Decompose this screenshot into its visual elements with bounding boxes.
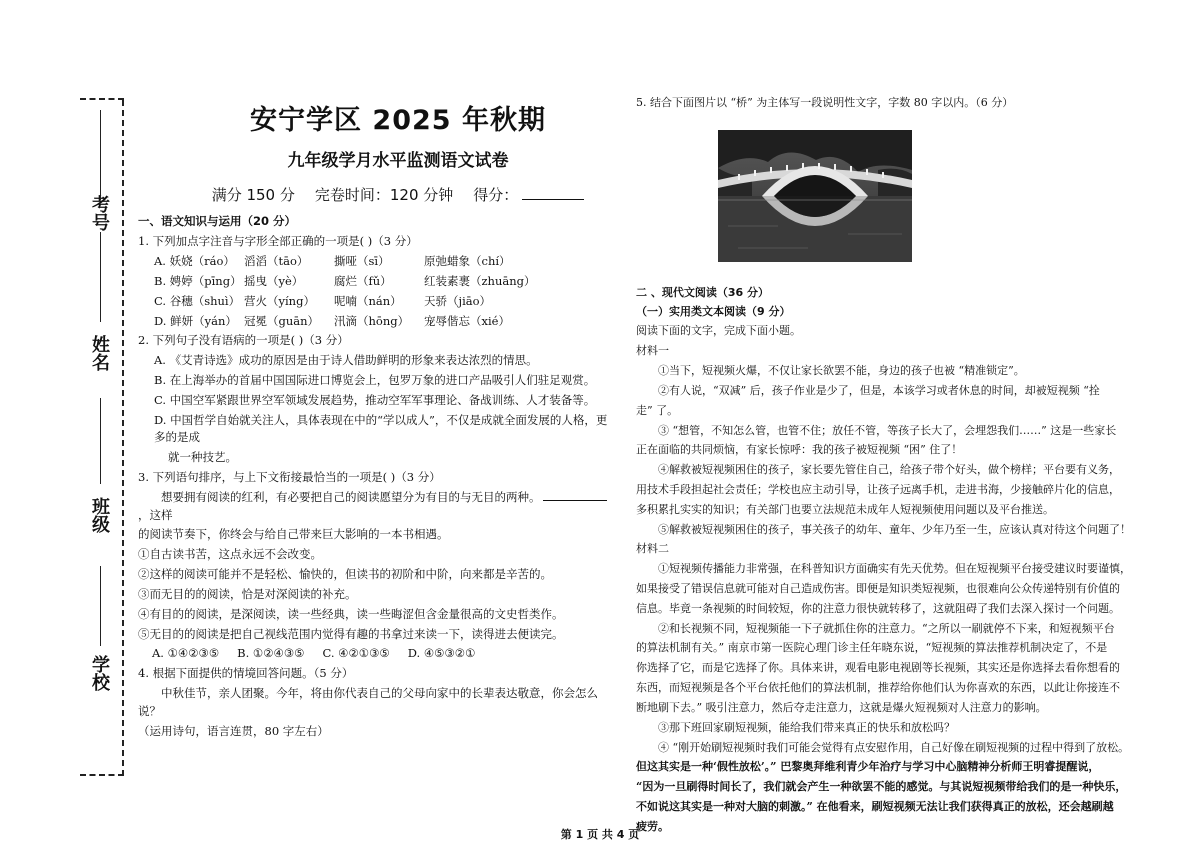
q1-b-1: B. 娉婷（pīng） [154,273,242,288]
q3-item-4: ④有目的的阅读，是深阅读，读一些经典，读一些晦涩但含金量很高的文史哲类作。 [138,606,564,621]
q2-option-b: B. 在上海举办的首届中国国际进口博览会上，包罗万象的进口产品吸引人们驻足观赏。 [154,372,596,387]
m2-p2d: 东西，而短视频是各个平台依托他们的算法机制，推荐给你他们认为你喜欢的东西，以此让你接连不 [636,681,1120,695]
q2-option-d: D. 中国哲学自始就关注人，具体表现在中的“学以成人”，不仅是成就全面发展的人格，更多的是成 [154,412,608,445]
q4-note: （运用诗句，语言连贯，80 字左右） [138,723,329,738]
q1-a-4: 原弛蜡象（chí） [424,254,511,269]
q3-choice-b: B. ①②④③⑤ [237,646,305,661]
q1-a-3: 撕哑（sī） [334,254,390,269]
m2-p4b: 但这其实是一种‘假性放松’。” 巴黎奥拜维利青少年治疗与学习中心脑精神分析师王明睿提醒说， [636,760,1100,774]
q4-body: 中秋佳节，亲人团聚。今年，将由你代表自己的父母向家中的长辈表达敬意，你会怎么说？ [138,685,598,718]
q2-option-a: A. 《艾青诗选》成功的原因是由于诗人借助鲜明的形象来表达浓烈的情思。 [154,353,538,368]
q1-stem: 1. 下列加点字注音与字形全部正确的一项是( )（3 分） [138,234,418,249]
m2-p2e: 断地刷下去。” 吸引注意力，然后夺走注意力，这就是爆火短视频对人注意力的影响。 [636,700,1047,714]
name-field [72,328,112,388]
exam-no-blank[interactable] [100,110,101,200]
exam-time: 完卷时间：120 分钟 [314,186,454,205]
q1-d-2: 冠冕（guān） [244,313,320,328]
m2-p1a: ①短视频传播能力非常强，在科普知识方面确实有先天优势。但在短视频平台接受建议时要谨慎， [658,562,1131,576]
m2-p2a: ②和长视频不同，短视频能一下子就抓住你的注意力。“之所以一刷就停不下来，和短视频平台 [658,621,1115,635]
m2-p1b: 如果接受了错误信息就可能对自己造成伤害。即便是知识类短视频，也很难向公众传递特别有价值的 [636,582,1120,595]
m2-p2b: 的算法机制有关。” 南京市第一医院心理门诊主任年晓东说，“短视频的算法推荐机制决定了，不是 [636,641,1108,655]
m2-p3: ③那下班回家刷短视频，能给我们带来真正的快乐和放松吗？ [658,720,955,734]
binding-bottom-line [80,774,124,776]
q3-choice-d: D. ④⑤③②① [407,646,476,661]
exam-subtitle: 九年级学月水平监测语文试卷 [287,150,509,171]
q2-stem: 2. 下列句子没有语病的一项是( )（3 分） [138,333,349,348]
q3-blank[interactable] [543,500,607,501]
q4-stem: 4. 根据下面提供的情境回答问题。（5 分） [138,666,354,681]
q1-option-c [138,293,618,311]
q1-b-3: 腐烂（fǔ） [334,273,392,288]
q1-b-2: 摇曳（yè） [244,273,304,288]
score-field [473,184,584,207]
m2-p1c: 信息。毕竟一条视频的时间较短，你的注意力很快就转移了，这就阻碍了我们去深入探讨一个问题。 [636,601,1120,615]
section2-sub-heading: （一）实用类文本阅读（9 分） [636,304,791,318]
q1-option-b [138,273,618,291]
q1-option-a [138,253,618,271]
q3-lead [138,489,618,525]
m2-p4a: ④ “刚开始刷短视频时我们可能会觉得有点安慰作用，自己好像在刷短视频的过程中得到了放松。 [658,740,1130,754]
q1-d-3: 汛滴（hōng） [334,313,410,328]
school-blank[interactable] [100,566,101,646]
m1-p4a: ④解救被短视频困住的孩子，家长要先管住自己，给孩子带个好头，做个榜样；平台要有义务， [658,463,1120,477]
m1-p3b: 正在面临的共同烦恼，有家长惊呼：我的孩子被短视频 “困” 住了！ [636,443,963,457]
section2-heading: 二 、现代文阅读（36 分） [636,285,769,299]
q3-lead-a: 想要拥有阅读的红利，有必要把自己的阅读愿望分为有目的与无目的两种。 [161,489,541,504]
q1-a-2: 滔滔（tāo） [244,254,309,269]
q1-option-d [138,313,618,331]
q3-choice-c: C. ④②①③⑤ [322,646,390,661]
q1-c-4: 天骄（jiāo） [424,293,492,308]
exam-title: 安宁学区 2025 年秋期 [250,105,546,136]
m1-p2b: 走” 了。 [636,403,679,417]
page-number: 第 1 页 共 4 页 [560,828,640,841]
class-blank[interactable] [100,398,101,484]
section1-heading: 一、语文知识与运用（20 分） [138,214,297,229]
q3-choice-a: A. ①④②③⑤ [152,646,220,661]
binding-dashed-line [122,100,124,776]
q3-stem: 3. 下列语句排序，与上下文衔接最恰当的一项是( )（3 分） [138,470,441,484]
exam-no-field [72,188,112,278]
bridge-illustration [718,130,912,262]
m1-p5: ⑤解救被短视频困住的孩子，事关孩子的幼年、童年、少年乃至一生，应该认真对待这个问题了！ [658,522,1131,536]
binding-top-line [80,98,124,100]
score-label: 得分： [473,186,519,205]
q3-item-1: ①自古读书苦，这点永远不会改变。 [138,547,322,562]
class-field [72,490,112,550]
m2-p4e: 疲劳。 [636,819,669,833]
m2-p2c: 你选择了它，而是它选择了你。具体来讲，观看电影电视剧等长视频，其实还是你选择去看你想看的 [636,661,1120,675]
class-label: 班级 [89,497,110,533]
m1-p4b: 用技术手段担起社会责任；学校也应主动引导，让孩子远离手机，走进书海，少接触碎片化的信息， [636,482,1120,496]
q2-option-d-cont: 就一种技艺。 [168,450,237,465]
q3-choices [138,645,618,663]
q1-c-1: C. 谷穗（shuì） [154,293,241,308]
name-blank[interactable] [100,232,101,322]
right-column [636,92,1184,838]
m2-p4c: “因为一旦刷得时间长了，我们就会产生一种欲罢不能的感觉。与其说短视频带给我们的是一种快乐， [636,780,1127,794]
full-score: 满分 150 分 [211,186,295,205]
material2-label: 材料二 [636,542,669,556]
left-column [138,100,618,742]
school-label: 学校 [89,655,110,691]
q1-c-2: 营火（yíng） [244,293,315,308]
section2-intro: 阅读下面的文字，完成下面小题。 [636,324,801,338]
bridge-photo [718,130,912,262]
q3-lead-c: 的阅读节奏下，你终会与给自己带来巨大影响的一本书相遇。 [138,527,449,542]
material1-label: 材料一 [636,344,669,358]
m1-p4c: 多积累扎实实的知识；有关部门也要立法规范未成年人短视频使用问题以及平台推送。 [636,502,1054,516]
m2-p4d: 不如说这其实是一种对大脑的刺激。” 在他看来，刷短视频无法让我们获得真正的放松，还会越刷越 [636,799,1114,813]
q3-item-3: ③而无目的的阅读，恰是对深阅读的补充。 [138,586,357,601]
q3-item-2: ②这样的阅读可能并不是轻松、愉快的，但读书的初阶和中阶，向来都是辛苦的。 [138,567,552,582]
m1-p2a: ②有人说，“双减” 后，孩子作业是少了，但是，本该学习或者休息的时间，却被短视频 “拴 [658,383,1100,397]
m1-p1: ①当下，短视频火爆，不仅让家长欲罢不能，身边的孩子也被 “精准锁定”。 [658,364,1025,378]
q3-item-5: ⑤无目的的阅读是把自己视线范围内觉得有趣的书拿过来读一下，读得进去便读完。 [138,626,564,641]
q5-stem: 5. 结合下面图片以 “桥” 为主体写一段说明性文字，字数 80 字以内。（6 分） [636,96,1014,109]
score-blank[interactable] [522,199,584,200]
q1-a-1: A. 妖娆（ráo） [154,254,235,269]
q1-c-3: 呢喃（nán） [334,293,402,308]
exam-no-label: 考号 [89,195,110,231]
q1-d-1: D. 鲜妍（yán） [154,313,237,328]
exam-meta [138,184,618,207]
name-label: 姓名 [89,335,110,371]
m1-p3a: ③ “想管，不知怎么管，也管不住；放任不管，等孩子长大了，会埋怨我们……” 这是一些家长 [658,423,1117,437]
q1-b-4: 红装素裹（zhuāng） [424,273,536,288]
q3-lead-b: ，这样 [138,507,173,522]
q2-option-c: C. 中国空军紧跟世界空军领域发展趋势，推动空军军事理论、备战训练、人才装备等。 [154,392,596,407]
q1-d-4: 宠辱偕忘（xié） [424,313,510,328]
school-field [72,648,112,708]
